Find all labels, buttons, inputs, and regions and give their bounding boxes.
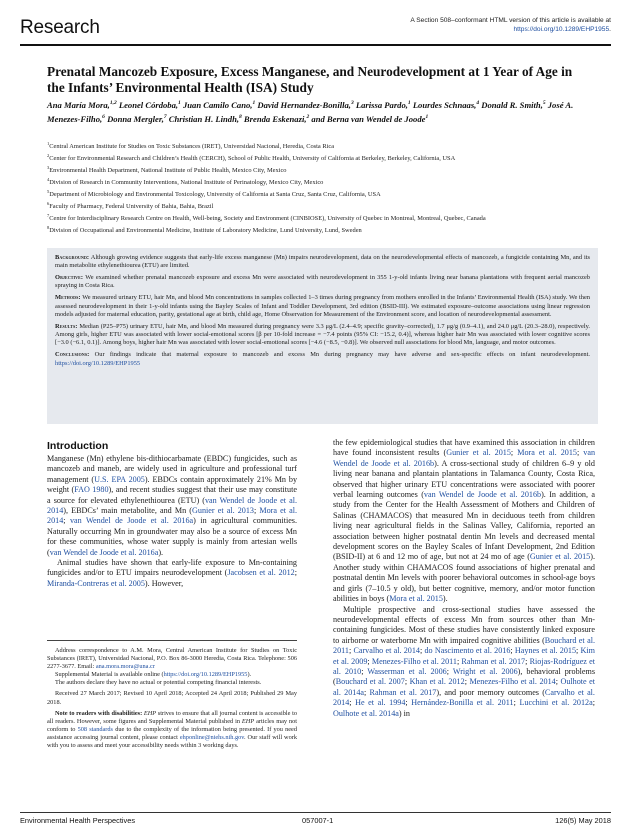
author-affiliation-marker: 3 <box>350 100 354 106</box>
section-label: Research <box>20 17 100 38</box>
paragraph-text: ; <box>576 448 584 458</box>
abstract-results: Results: Median (P25–P75) urinary ETU, hair Mn, and blood Mn measured during pregnancy were 3.3 μg/L (2.4–4.9; specific gravity–corrected), 1.7 μg/g (0.9–4.1), and 24.0 μg/L (20.3–28.0), respectively. Among girls, higher ETU was associated with lower social-emotional scores [β per 10-fold increase = −7.4 points (95% CI: −15.2, 0.4)], whereas higher hair Mn was associated with lower cognitive scores [−3.0 (−6.1, 0.1)]. Among boys, higher hair Mn was associated with lower social-emotional scores [−4.6 (−8.5, −0.8)]. We observed null associations for blood Mn, language, and motor outcomes. <box>55 322 590 347</box>
author-name: Juan Camilo Cano, <box>182 99 253 110</box>
paragraph-text: Animal studies have shown that early-life exposure to Mn-containing fungicides and/or to ETU impairs neurodevelopment ( <box>47 558 297 578</box>
citation-link[interactable]: Lucchini et al. 2012a <box>519 698 593 708</box>
author-name: Donna Mergler, <box>107 113 164 124</box>
paragraph-text: ). <box>158 547 164 557</box>
citation-link[interactable]: Mora et al. 2014 <box>47 506 297 526</box>
abstract-doi-link[interactable]: https://doi.org/10.1289/EHP1955 <box>55 359 141 367</box>
affiliation-item: $^7$Centre for Interdisciplinary Research Centre on Health, Well-being, Society and Environment (CINBIOSE), University of Quebec in Montreal, Montreal, Quebec, Canada <box>47 213 486 223</box>
header-divider <box>20 44 611 46</box>
paragraph-text: ), and poor memory outcomes ( <box>436 687 545 697</box>
paragraph-text: Multiple prospective and cross-sectional studies have assessed the neurodevelopmental effects of excess Mn from sources other than Mn-containing fungicides. Most of these studies have consistently linked exposure to airborne or waterborne Mn with impaired cognitive abilities ( <box>333 604 595 645</box>
citation-link[interactable]: Kim et al. 2009 <box>333 646 595 666</box>
paragraph-text: the few epidemiological studies that have examined this association in children have found inconsistent results ( <box>333 438 595 458</box>
paragraph-text: ). <box>442 594 448 604</box>
dates-note: Received 27 March 2017; Revised 10 April 2018; Accepted 24 April 2018; Published 29 May 2018. <box>47 690 297 706</box>
paragraph-text: ), EBDCs’ main metabolite, and Mn ( <box>63 506 193 516</box>
citation-link[interactable]: Oulhote et al. 2014a <box>333 677 596 697</box>
author-affiliation-marker: 7 <box>163 113 167 120</box>
author-name: Donald R. Smith, <box>481 99 543 110</box>
footer-divider <box>20 812 611 813</box>
author-affiliation-marker: 1 <box>425 113 429 120</box>
citation-link[interactable]: Riojas-Rodríguez et al. 2010 <box>333 656 595 676</box>
paragraph-text: ), and recent studies suggest that their use may constitute a source for elevated ethylenethiourea (ETU) ( <box>47 485 297 505</box>
paragraph-text: ; <box>404 677 410 687</box>
html-version-link[interactable]: https://doi.org/10.1289/EHP1955 <box>513 26 610 33</box>
affiliation-list <box>47 140 587 236</box>
citation-link[interactable]: Menezes-Filho et al. 2011 <box>371 656 457 666</box>
affiliation-item: $^8$Division of Occupational and Environmental Medicine, Institute of Laboratory Medicine, Lund University, Lund, Sweden <box>47 225 362 235</box>
footer-issue: 126(5) May 2018 <box>555 816 611 825</box>
affiliation-item: $^5$Department of Microbiology and Environmental Toxicology, University of California at Santa Cruz, Santa Cruz, California, USA <box>47 189 381 199</box>
intro-paragraph-3 <box>333 438 595 605</box>
affiliation-item: $^3$Environmental Health Department, National Institute of Public Health, Mexico City, Mexico <box>47 165 287 175</box>
author-name: Christian H. Lindh, <box>168 113 240 124</box>
paragraph-text: ). A cross-sectional study of children 6–9 y old living near banana and plantain plantations in Talamanca County, Costa Rica, observed that higher urinary ETU concentrations were associated with poorer verbal learning outcomes ( <box>333 458 595 500</box>
paragraph-text: ; <box>361 666 368 676</box>
paragraph-text: ; <box>464 677 470 687</box>
paragraph-text: ; <box>510 646 515 656</box>
citation-link[interactable]: Miranda-Contreras et al. 2005 <box>47 578 145 588</box>
affiliation-item: $^6$Faculty of Pharmacy, Federal University of Bahia, Bahia, Brazil <box>47 201 214 211</box>
citation-link[interactable]: van Wendel de Joode et al. 2016b <box>333 448 596 468</box>
citation-link[interactable]: Khan et al. 2012 <box>409 677 465 687</box>
paragraph-text: ; <box>63 516 70 526</box>
author-affiliation-marker: 8 <box>239 113 242 120</box>
author-affiliation-marker: 1 <box>178 100 181 106</box>
author-name: Leonel Córdoba, <box>118 99 179 110</box>
author-affiliation-marker: 1 <box>252 100 256 106</box>
paragraph-text: ; <box>576 646 581 656</box>
paragraph-text: ; <box>525 656 530 666</box>
citation-link[interactable]: FAO 1980 <box>74 485 109 495</box>
introduction-heading: Introduction <box>47 440 109 452</box>
supplemental-link[interactable]: https://doi.org/10.1289/EHP1955 <box>163 671 248 679</box>
paragraph-text: ; <box>513 698 520 708</box>
citation-link[interactable]: Bouchard et al. 2011 <box>333 635 595 656</box>
citation-link[interactable]: Oulhote et al. 2014a <box>333 708 399 718</box>
affiliation-item: $^4$Division of Research in Community Interventions, National Institute of Perinatology, Mexico City, Mexico <box>47 177 324 187</box>
citation-link[interactable]: Mora et al. 2015 <box>517 448 577 458</box>
page-footer <box>20 816 611 830</box>
affiliation-item: $^1$Central American Institute for Studies on Toxic Substances (IRET), Universidad Nacional, Heredia, Costa Rica <box>47 141 335 151</box>
author-name: Berna van Wendel de Joode <box>326 113 426 124</box>
author-name: and <box>311 113 325 124</box>
citation-link[interactable]: Carvalho et al. 2014 <box>333 687 595 708</box>
abstract-methods: Methods: We measured urinary ETU, hair Mn, and blood Mn concentrations in samples collected 1–3 times during pregnancy from mothers enrolled in the Infants’ Environmental Health (ISA) study. We then assessed neurodevelopment in their 1-y-old infants using the Bayley Scales of Infant and Toddler Development, 3rd edition (BSID-III). We estimated exposure–outcome associations using linear regression models adjusted for maternal education, parity, gestational age at birth, child age, Home Observation for Measurement of the Environment score, and location of neurodevelopmental assessment. <box>55 294 590 318</box>
author-affiliation-marker: 2 <box>306 113 310 120</box>
paragraph-text: ; <box>592 698 595 708</box>
citation-link[interactable]: van Wendel de Joode et al. 2014 <box>47 495 297 516</box>
correspondence-note: Address correspondence to A.M. Mora, Central American Institute for Studies on Toxic Substances (IRET), Universidad Nacional, P.O. Box 86-3000 Heredia, Costa Rica. Telephone: 506 2277-3677. Email: ana.mora.mora@una.cr <box>47 647 297 671</box>
citation-link[interactable]: Menezes-Filho et al. 2014 <box>469 677 556 687</box>
citation-link[interactable]: Mora et al. 2015 <box>389 594 443 604</box>
citation-link[interactable]: U.S. EPA 2005 <box>94 474 145 484</box>
author-name: Ana María Mora, <box>47 99 110 110</box>
supplemental-note: Supplemental Material is available online (https://doi.org/10.1289/EHP1955). <box>55 671 252 679</box>
citation-link[interactable]: van Wendel de Joode et al. 2016a <box>49 547 159 557</box>
citation-link[interactable]: van Wendel de Joode et al. 2016b <box>423 490 542 500</box>
paragraph-text: ). EBDCs contain approximately 21% Mn by weight ( <box>47 474 298 495</box>
intro-paragraph-1 <box>47 454 297 558</box>
paragraph-text: ; <box>348 646 354 656</box>
paragraph-text: ; <box>253 506 260 516</box>
body-column-left <box>47 440 297 589</box>
paragraph-text: ; <box>456 656 462 666</box>
paragraph-text: Manganese (Mn) ethylene bis-dithiocarbamate (EBDC) fungicides, such as mancozeb and maneb, are widely used in agriculture and professional turf management ( <box>47 454 297 484</box>
paragraph-text: ; <box>419 646 425 656</box>
body-column-right <box>333 438 595 719</box>
abstract-box <box>47 248 598 424</box>
author-name: Lourdes Schnaas, <box>412 99 477 110</box>
citation-link[interactable]: He et al. 1994 <box>355 698 406 708</box>
citation-link[interactable]: Haynes et al. 2015 <box>514 646 577 656</box>
citation-link[interactable]: Gunier et al. 2015 <box>446 448 511 458</box>
footer-journal-name: Environmental Health Perspectives <box>20 816 136 825</box>
author-name: David Hernandez-Bonilla, <box>257 99 351 110</box>
intro-paragraph-2 <box>47 558 297 589</box>
page-header <box>20 0 611 44</box>
paragraph-text: ; <box>405 698 412 708</box>
author-affiliation-marker: 5 <box>542 100 546 106</box>
conflict-note: The authors declare they have no actual or potential competing financial interests. <box>55 679 262 687</box>
paragraph-text: ; <box>510 448 518 458</box>
accessibility-note: Note to readers with disabilities: EHP strives to ensure that all journal content is accessible to all readers. However, some figures and Supplemental Material published in EHP articles may not conform to 508 standards due to the complexity of the information being presented. If you need assistance accessing journal content, please contact ehponline@niehs.nih.gov. Our staff will work with you to assess and meet your accessibility needs within 3 working days. <box>47 709 298 750</box>
508-standards-link[interactable]: 508 standards <box>77 725 113 733</box>
citation-link[interactable]: Gunier et al. 2013 <box>192 506 254 516</box>
paragraph-text: ). In addition, a study from the Center for the Health Assessment of Mothers and Children of Salinas (CHAMACOS) that measured Mn in deciduous teeth from children living near agricultural fields in the Salinas Valley, California, reported an association between higher postnatal dentin Mn levels and decreased mental development scores on the Bayley Scales of Infant Development, 2nd Edition (BSID-II) at 6 and 12 mo of age, but not at 24 mo of age ( <box>333 490 595 562</box>
section-508-text: A Section 508–conformant HTML version of this article is available at <box>410 17 611 24</box>
paragraph-text: ; <box>364 687 370 697</box>
author-list <box>47 98 587 125</box>
ehp-contact-email-link[interactable]: ehponline@niehs.nih.gov <box>179 733 245 741</box>
citation-link[interactable]: Rahman et al. 2017 <box>369 687 437 697</box>
paragraph-text: ). However, <box>144 578 184 588</box>
section-508-note: A Section 508–conformant HTML version of this article is available at https://doi.org/10.1289/EHP1955. <box>410 17 611 33</box>
paragraph-text: ; <box>349 698 356 708</box>
citation-link[interactable]: Wright et al. 2006 <box>452 666 518 676</box>
correspondence-email-link[interactable]: ana.mora.mora@una.cr <box>95 663 155 671</box>
author-affiliation-marker: 6 <box>102 113 105 120</box>
footnotes <box>47 640 297 750</box>
abstract-objective: Objective: We examined whether prenatal mancozeb exposure and excess Mn were associated with neurodevelopment in 355 1-y-old infants living near banana plantations with frequent aerial mancozeb spraying in Costa Rica. <box>55 274 590 290</box>
citation-link[interactable]: van Wendel de Joode et al. 2016a <box>69 516 194 526</box>
paragraph-text: ), behavioral problems ( <box>333 666 595 687</box>
citation-link[interactable]: Jacobsen et al. 2012 <box>227 568 295 578</box>
paragraph-text: ; <box>367 656 372 666</box>
paragraph-text: ). Another study within CHAMACOS found associations of higher prenatal and postnatal dentin Mn levels with poorer behavioral outcomes in school-age boys and girls (7–10.5 y old), but better cognitive, memory, and/or motor function abilities in boys ( <box>333 552 595 604</box>
citation-link[interactable]: Rahman et al. 2017 <box>461 656 526 666</box>
author-affiliation-marker: 1 <box>407 100 411 106</box>
citation-link[interactable]: Gunier et al. 2015 <box>529 552 591 562</box>
abstract-background: Background: Although growing evidence suggests that early-life excess manganese (Mn) impairs neurodevelopment, data on the neurodevelopmental effects of mancozeb, a fungicide containing Mn, and its main metabolite ethylenethiourea (ETU) are limited. <box>55 254 591 270</box>
author-affiliation-marker: 1,2 <box>109 100 117 106</box>
paragraph-text: ) in agricultural communities. Naturally occurring Mn in groundwater may also be a source of excess Mn for these communities, whose water supply is mainly from artesian wells ( <box>47 516 298 557</box>
abstract-conclusions: Conclusions: Our findings indicate that maternal exposure to mancozeb and excess Mn during pregnancy may have adverse and sex-specific effects on infant neurodevelopment. https://doi.org/10.1289/EHP1955 <box>55 351 590 367</box>
article-title: Prenatal Mancozeb Exposure, Excess Manganese, and Neurodevelopment at 1 Year of Age in the Infants’ Environmental Health (ISA) Study <box>47 64 573 95</box>
author-name: Brenda Eskenazi, <box>243 113 307 124</box>
author-name: Larissa Pardo, <box>355 99 408 110</box>
paragraph-text: ) in <box>398 708 410 718</box>
citation-link[interactable]: Carvalho et al. 2014 <box>353 646 420 656</box>
citation-link[interactable]: Hernández-Bonilla et al. 2011 <box>411 698 514 708</box>
author-affiliation-marker: 4 <box>476 100 480 106</box>
author-name: José A. Menezes-Filho, <box>47 99 574 124</box>
citation-link[interactable]: Wasserman et al. 2006 <box>367 666 447 676</box>
paragraph-text: ; <box>446 666 453 676</box>
paragraph-text: ; <box>294 568 297 578</box>
citation-link[interactable]: do Nascimento et al. 2016 <box>424 646 511 656</box>
intro-paragraph-4 <box>333 605 595 719</box>
affiliation-item: $^2$Center for Environmental Research and Children’s Health (CERCH), School of Public Health, University of California at Berkeley, Berkeley, California, USA <box>47 153 456 163</box>
paragraph-text: ; <box>555 677 561 687</box>
footer-article-number: 057007-1 <box>302 816 334 825</box>
citation-link[interactable]: Bouchard et al. 2007 <box>335 677 405 687</box>
